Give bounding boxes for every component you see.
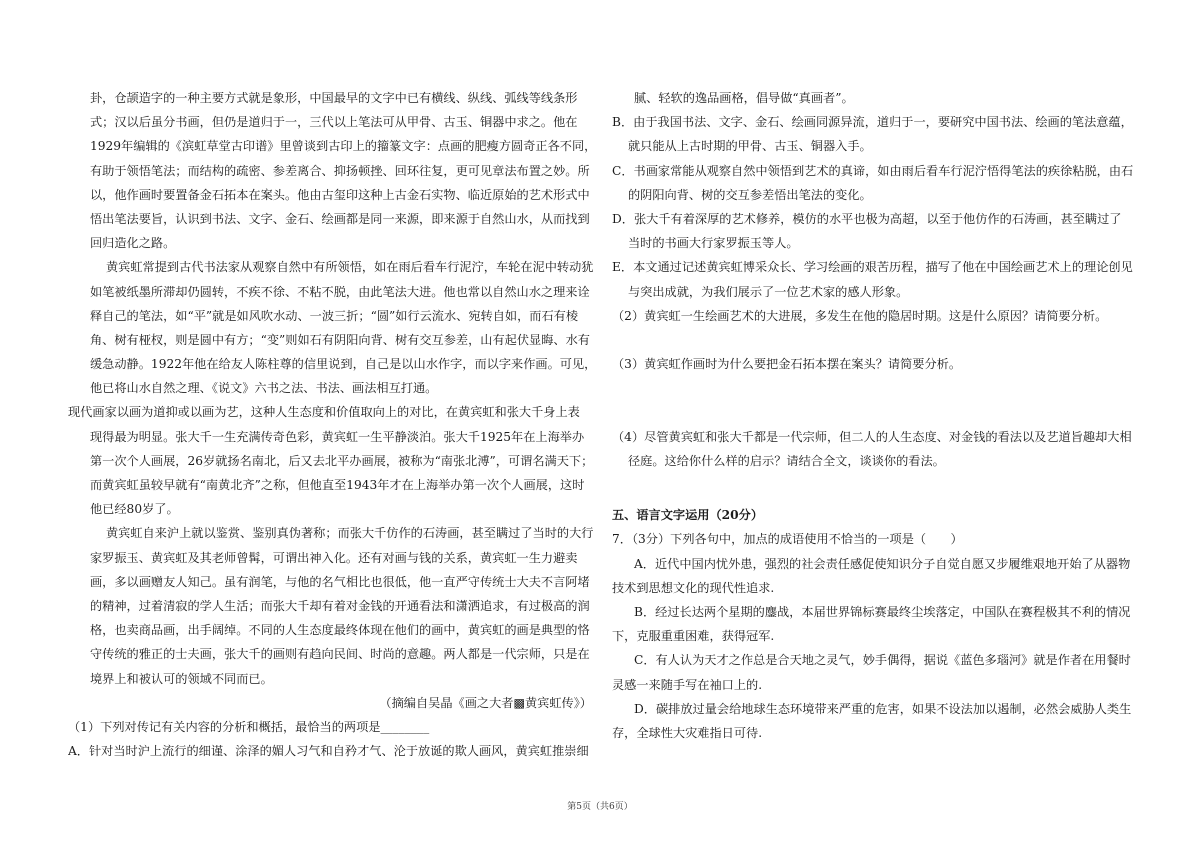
text-line: （摘编自吴晶《画之大者▩黄宾虹传》） <box>379 695 592 710</box>
text-line: 就只能从上古时期的甲骨、古玉、铜器入手。 <box>628 139 872 154</box>
text-line: 家罗振玉、黄宾虹及其老师曾髯，可谓出神入化。还有对画与钱的关系，黄宾虹一生力避卖 <box>90 550 578 565</box>
answer-space <box>612 400 1152 424</box>
text-line: 如笔被纸墨所滞却仍圆转，不疾不徐、不粘不脱，由此笔法大进。他也常以自然山水之理来诠 <box>90 284 590 299</box>
text-line: 当时的书画大行家罗振玉等人。 <box>628 236 799 251</box>
text-line: 画，多以画赠友人知己。虽有润笔，与他的名气相比也很低，他一直严守传统士大夫不言阿堵 <box>90 574 590 589</box>
text-line: 第一次个人画展，26岁就扬名南北，后又去北平办画展，被称为“南张北溥”，可谓名满天下； <box>90 453 594 468</box>
page-footer: 第5页（共6页） <box>567 802 633 812</box>
text-line: （2）黄宾虹一生绘画艺术的大进展，多发生在他的隐居时期。这是什么原因？请简要分析。 <box>612 308 1108 323</box>
text-line: 现得最为明显。张大千一生充满传奇色彩，黄宾虹一生平静淡泊。张大千1925年在上海举办 <box>90 429 585 444</box>
text-line: 卦，仓颉造字的一种主要方式就是象形，中国最早的文字中已有横线、纵线、弧线等线条形 <box>90 91 578 105</box>
answer-space <box>612 473 1152 497</box>
text-line: 释自己的笔法，如“平”就是如风吹水动、一波三折；“圆”如行云流水、宛转自如，而石有棱 <box>90 308 579 323</box>
text-line: 守传统的雅正的士夫画，张大千的画则有趋向民间、时尚的意趣。两人都是一代宗师，只是在 <box>90 647 590 662</box>
text-line: 而黄宾虹虽较早就有“南黄北齐”之称，但他直至1943年才在上海举办第一次个人画展，这时 <box>90 478 585 492</box>
text-line: 格，也卖商品画，出手阔绰。不同的人生态度最终体现在他们的画中，黄宾虹的画是典型的恪 <box>90 623 590 638</box>
text-line: 角、树有桠杈，则是圆中有方；“变”则如石有阴阳向背、树有交互参差，山有起伏显晦、水有 <box>90 332 590 347</box>
text-line: 回归造化之路。 <box>90 236 176 251</box>
text-line: 他已经80岁了。 <box>90 502 179 517</box>
text-line: 五、语言文字运用（20分） <box>612 508 764 523</box>
text-line: 技术到思想文化的现代性追求. <box>612 580 775 595</box>
answer-space <box>612 328 1152 352</box>
text-line: 下，克服重重困难，获得冠军. <box>612 629 775 644</box>
text-line: C．有人认为天才之作总是合天地之灵气，妙手偶得，据说《蓝色多瑙河》就是作者在用餐时 <box>634 653 1131 668</box>
text-line: 的阴阳向背、树的交互参差悟出笔法的变化。 <box>628 187 872 202</box>
text-line: B．经过长达两个星期的鏖战，本届世界锦标赛最终尘埃落定，中国队在赛程极其不利的情况 <box>634 604 1131 619</box>
text-line: （4）尽管黄宾虹和张大千都是一代宗师，但二人的人生态度、对金钱的看法以及艺道旨趣却大相 <box>612 429 1132 444</box>
text-line: 灵感一来随手写在袖口上的. <box>612 677 763 692</box>
text-line: 缓急动静。1922年他在给友人陈柱尊的信里说到，自己是以山水作字，而以字来作画。可见， <box>90 357 597 372</box>
text-line: 径庭。这给你什么样的启示？请结合全文，谈谈你的看法。 <box>628 453 945 468</box>
text-line: E．本文通过记述黄宾虹博采众长、学习绘画的艰苦历程，描写了他在中国绘画艺术上的理论创见 <box>612 260 1133 275</box>
text-line: 他已将山水自然之理、《说文》六书之法、书法、画法相互打通。 <box>90 381 438 396</box>
text-line: 与突出成就，为我们展示了一位艺术家的感人形象。 <box>628 284 909 299</box>
text-line: A．近代中国内忧外患，强烈的社会责任感促使知识分子自觉自愿又步履维艰地开始了从器物 <box>634 556 1131 571</box>
right-column <box>612 86 1152 745</box>
answer-space <box>612 376 1152 400</box>
text-line: A．针对当时沪上流行的细谨、涂泽的媚人习气和自矜才气、沦于放诞的欺人画风，黄宾虹推崇细 <box>68 744 589 759</box>
text-line: （1）下列对传记有关内容的分析和概括，最恰当的两项是________ <box>68 719 430 734</box>
text-line: D．张大千有着深厚的艺术修养，模仿的水平也极为高超，以至于他仿作的石涛画，甚至瞒过了 <box>612 211 1122 226</box>
text-line: 存，全球性大灾难指日可待. <box>612 725 763 740</box>
text-line: 以，他作画时要置备金石拓本在案头。他由古玺印这种上古金石实物、临近原始的艺术形式中 <box>90 187 590 202</box>
text-line: B．由于我国书法、文字、金石、绘画同源异流，道归于一，要研究中国书法、绘画的笔法意蕴， <box>612 115 1133 130</box>
text-line: D．碳排放过量会给地球生态环境带来严重的危害，如果不设法加以遏制，必然会威胁人类生 <box>634 701 1132 716</box>
text-line: 1929年编辑的《滨虹草堂古印谱》里曾谈到古印上的籀篆文字：点画的肥瘦方圆奇正各不同， <box>90 139 597 154</box>
text-line: 有助于领悟笔法；而结构的疏密、参差离合、抑扬顿挫、回环往复，更可见章法布置之妙。所 <box>90 163 590 178</box>
text-line: 黄宾虹自来沪上就以鉴赏、鉴别真伪著称；而张大千仿作的石涛画，甚至瞒过了当时的大行 <box>106 526 594 541</box>
text-line: C．书画家常能从观察自然中领悟到艺术的真谛，如由雨后看车行泥泞悟得笔法的疾徐粘脱，由石 <box>612 163 1134 178</box>
text-line: 的精神，过着清寂的学人生活；而张大千却有着对金钱的开通看法和潇洒追求，有过极高的润 <box>90 598 590 613</box>
text-line: 现代画家以画为道抑或以画为艺，这种人生态度和价值取向上的对比，在黄宾虹和张大千身上表 <box>68 405 580 420</box>
text-line: 境界上和被认可的领域不同而已。 <box>90 671 273 686</box>
text-line: 腻、轻软的逸品画格，倡导做“真画者”。 <box>634 91 854 105</box>
text-line: 悟出笔法要旨，认识到书法、文字、金石、绘画都是同一来源，即来源于自然山水，从而找到 <box>90 211 590 226</box>
text-line: 式；汉以后虽分书画，但仍是道归于一，三代以上笔法可从甲骨、古玉、铜器中求之。他在 <box>90 115 578 130</box>
text-line: 7．（3分）下列各句中，加点的成语使用不恰当的一项是（ ） <box>612 532 963 547</box>
text-line: （3）黄宾虹作画时为什么要把金石拓本摆在案头？请简要分析。 <box>612 357 962 372</box>
text-line: 黄宾虹常提到古代书法家从观察自然中有所领悟，如在雨后看车行泥泞，车轮在泥中转动犹 <box>106 260 594 275</box>
left-column <box>68 86 604 763</box>
